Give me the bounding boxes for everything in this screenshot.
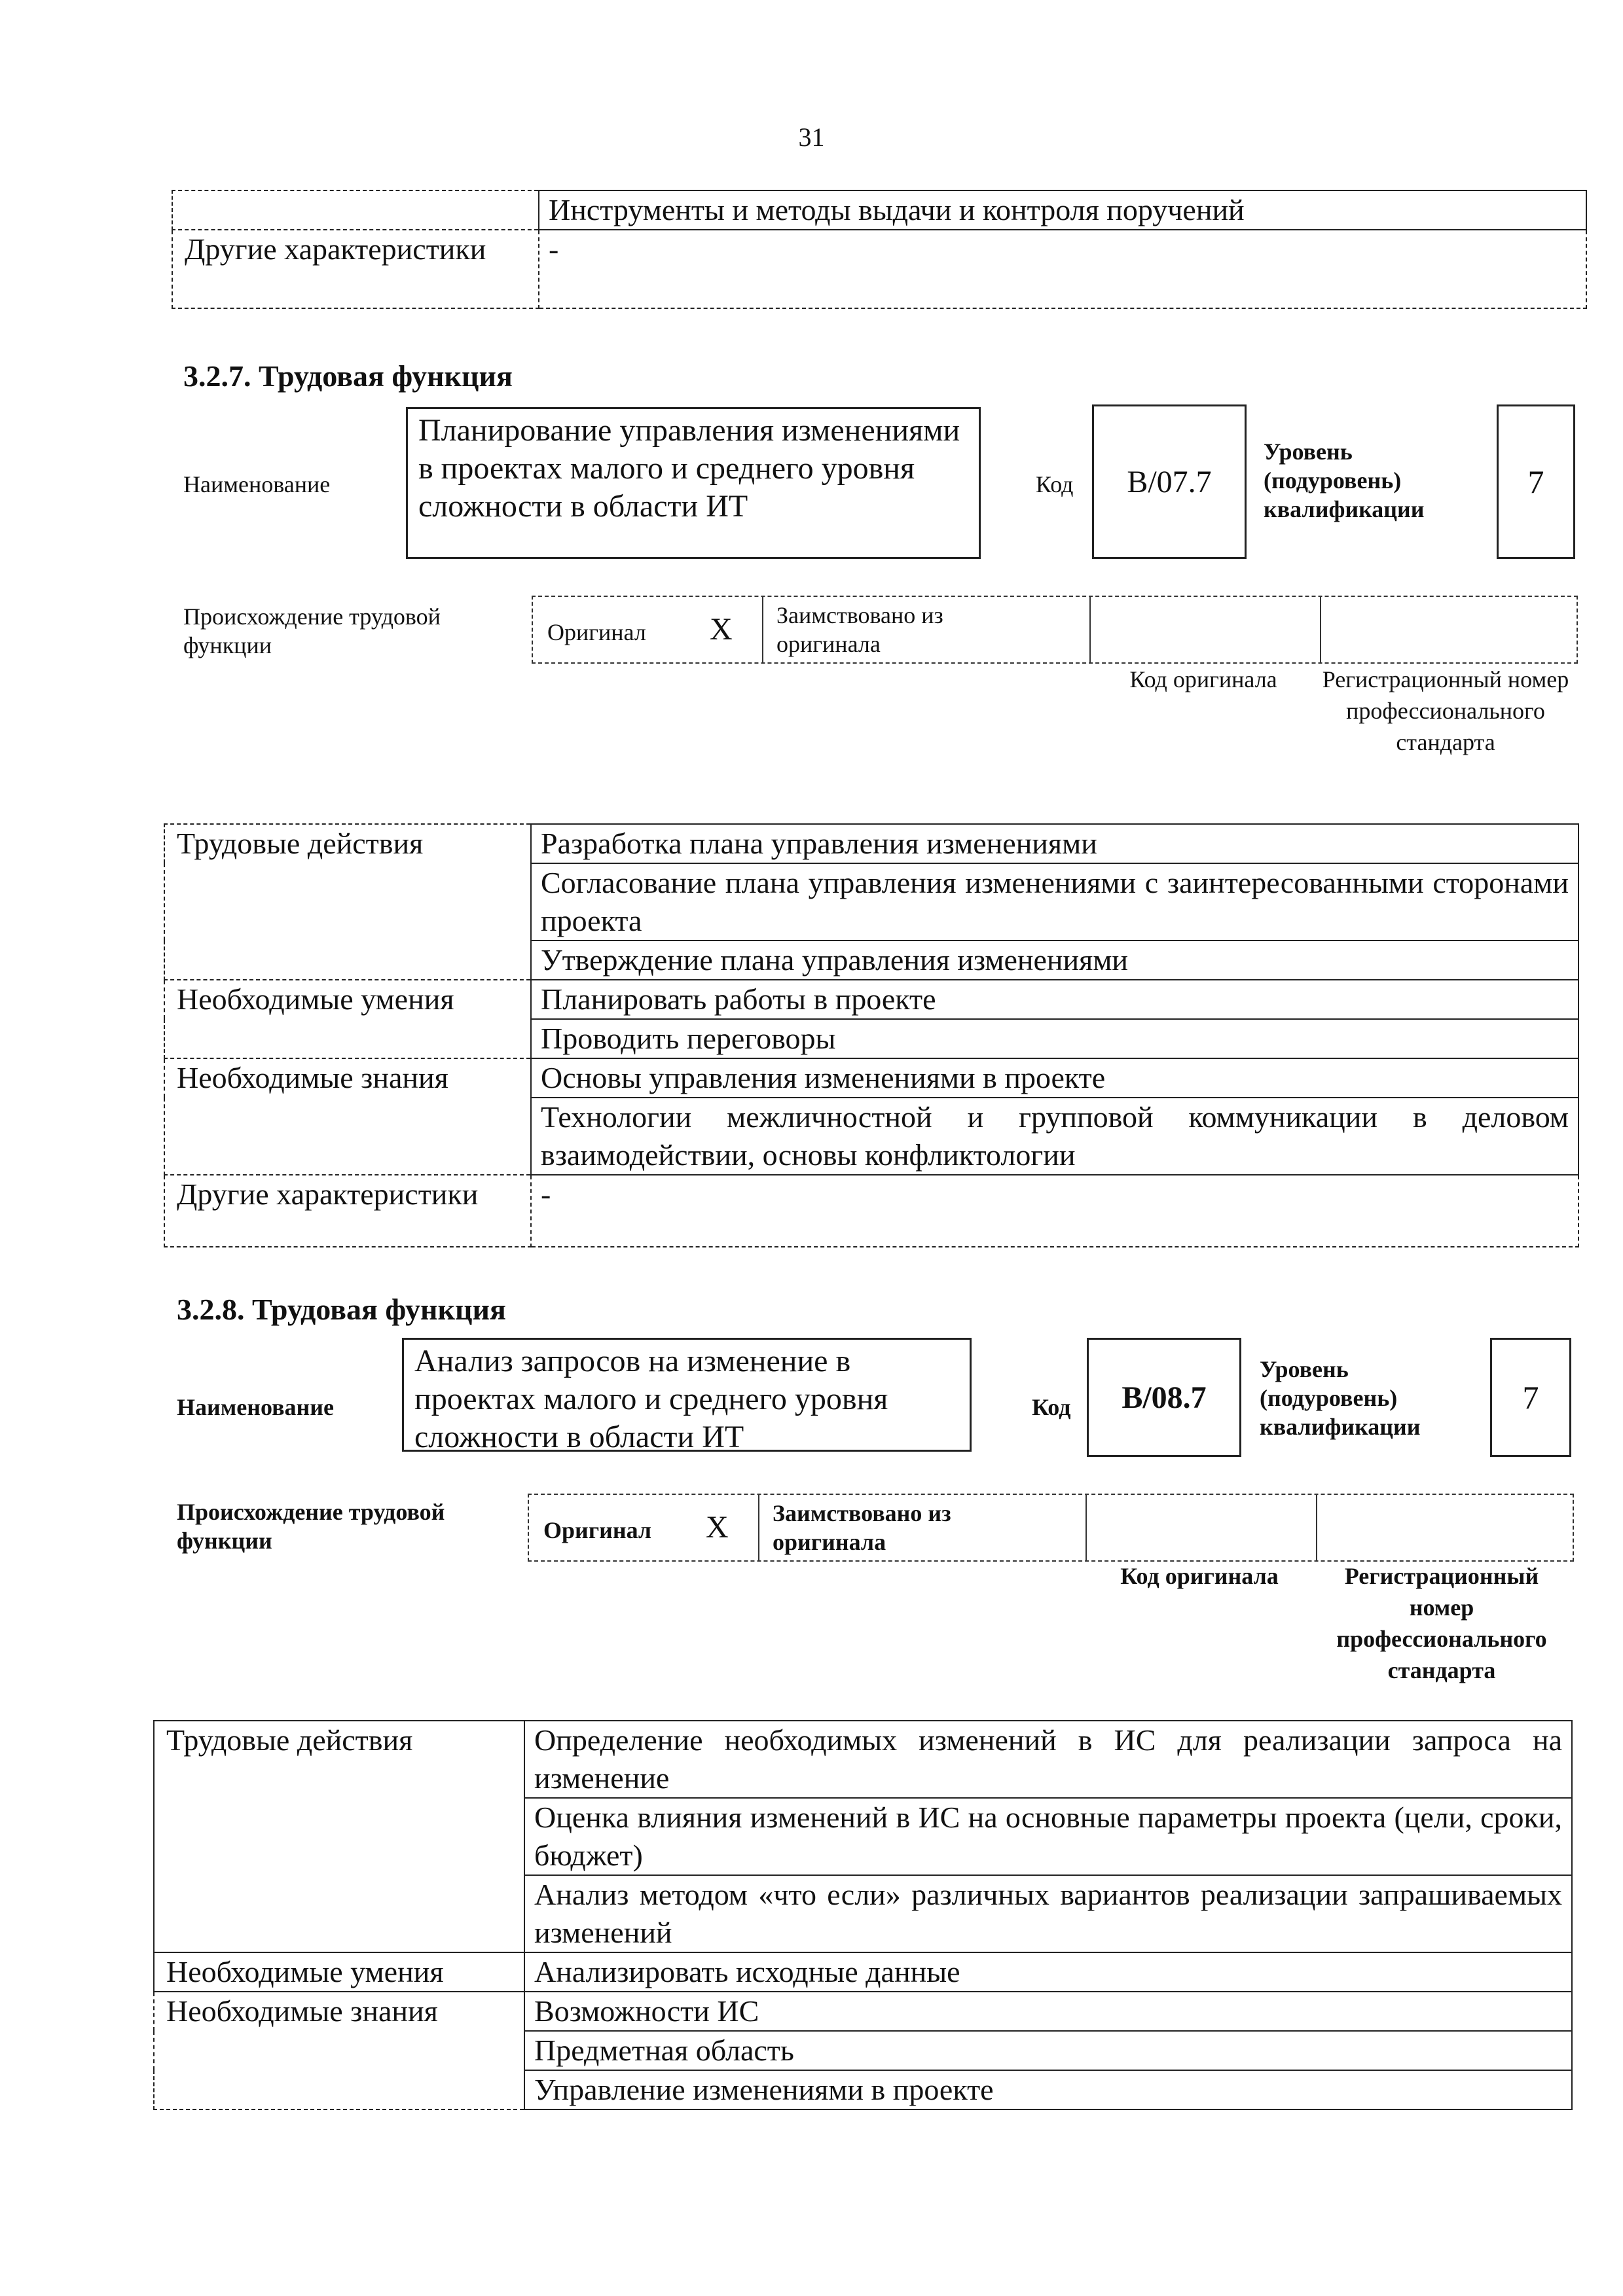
level-value: 7 <box>1522 1379 1539 1416</box>
function-table <box>153 1720 1573 2110</box>
table-cell: Управление изменениями в проекте <box>524 2070 1572 2109</box>
table-cell: Согласование плана управления изменениями с заинтересованными сторонами проекта <box>531 863 1578 941</box>
page-number: 31 <box>798 122 825 152</box>
section-title: 3.2.7. Трудовая функция <box>183 359 513 393</box>
level-box <box>1497 404 1575 559</box>
table-cell: Предметная область <box>524 2031 1572 2070</box>
origin-original-cell <box>529 1495 758 1560</box>
code-label: Код <box>1036 471 1074 497</box>
table-cell: Основы управления изменениями в проекте <box>531 1058 1578 1098</box>
table-row-label: Необходимые умения <box>164 980 531 1058</box>
name-label: Наименование <box>177 1394 334 1420</box>
table-cell: Определение необходимых изменений в ИС для реализации запроса на изменение <box>524 1721 1572 1798</box>
function-name: Анализ запросов на изменение в проектах малого и среднего уровня сложности в области ИТ <box>414 1344 888 1454</box>
origin-code-cell <box>1085 1495 1316 1560</box>
origin-row <box>532 596 1578 664</box>
top-table-value: Инструменты и методы выдачи и контроля поручений <box>539 190 1586 230</box>
level-box <box>1490 1338 1571 1457</box>
table-cell: Разработка плана управления изменениями <box>531 824 1578 863</box>
origin-mark: X <box>706 1510 729 1545</box>
caption-reg-number: Регистрационный номер профессионального стандарта <box>1322 666 1569 755</box>
table-row-label: Необходимые знания <box>164 1058 531 1175</box>
code-box <box>1092 404 1247 559</box>
top-table <box>172 190 1587 309</box>
table-cell: Технологии межличностной и групповой коммуникации в деловом взаимодействии, основы конфликтологии <box>531 1098 1578 1175</box>
code-value: B/07.7 <box>1127 464 1212 499</box>
caption-code-original: Код оригинала <box>1129 666 1277 692</box>
table-cell: Планировать работы в проекте <box>531 980 1578 1019</box>
origin-reg-cell <box>1316 1495 1575 1560</box>
origin-mark: X <box>710 612 733 647</box>
code-label: Код <box>1032 1394 1071 1420</box>
code-box <box>1087 1338 1241 1457</box>
level-label: Уровень (подуровень) квалификации <box>1264 439 1425 522</box>
top-table-label-empty <box>172 190 539 230</box>
code-value: B/08.7 <box>1122 1380 1207 1415</box>
table-row-label: Другие характеристики <box>164 1175 531 1247</box>
origin-code-cell <box>1089 597 1320 662</box>
level-value: 7 <box>1527 463 1544 500</box>
origin-original-cell <box>533 597 762 662</box>
origin-row <box>528 1494 1574 1562</box>
table-cell: Анализ методом «что если» различных вариантов реализации запрашиваемых изменений <box>524 1875 1572 1952</box>
caption-code-original: Код оригинала <box>1120 1563 1279 1589</box>
table-cell: - <box>531 1175 1578 1247</box>
origin-label: Происхождение трудовой функции <box>183 603 441 658</box>
table-row-label: Необходимые знания <box>154 1992 524 2109</box>
section-title: 3.2.8. Трудовая функция <box>177 1293 506 1326</box>
table-cell: Утверждение плана управления изменениями <box>531 941 1578 980</box>
function-name-box <box>402 1338 972 1452</box>
origin-borrowed: Заимствовано из оригинала <box>773 1500 951 1555</box>
origin-label: Происхождение трудовой функции <box>177 1499 445 1554</box>
table-row-label: Необходимые умения <box>154 1952 524 1992</box>
table-row-label: Трудовые действия <box>154 1721 524 1952</box>
table-cell: Оценка влияния изменений в ИС на основные параметры проекта (цели, сроки, бюджет) <box>524 1798 1572 1875</box>
caption-reg-number: Регистрационный номер профессионального стандарта <box>1336 1563 1547 1683</box>
top-table-value: - <box>539 230 1586 308</box>
origin-borrowed: Заимствовано из оригинала <box>776 602 943 657</box>
function-table <box>164 823 1579 1247</box>
function-name: Планирование управления изменениями в проектах малого и среднего уровня сложности в области ИТ <box>418 413 960 524</box>
origin-reg-cell <box>1320 597 1579 662</box>
origin-borrowed-cell <box>762 597 1089 662</box>
table-cell: Возможности ИС <box>524 1992 1572 2031</box>
table-cell: Анализировать исходные данные <box>524 1952 1572 1992</box>
table-row-label: Трудовые действия <box>164 824 531 980</box>
table-cell: Проводить переговоры <box>531 1019 1578 1058</box>
origin-original: Оригинал <box>547 619 646 645</box>
name-label: Наименование <box>183 471 331 497</box>
origin-borrowed-cell <box>758 1495 1085 1560</box>
top-table-label: Другие характеристики <box>172 230 539 308</box>
function-name-box <box>406 407 981 559</box>
origin-original: Оригинал <box>543 1517 652 1543</box>
level-label: Уровень (подуровень) квалификации <box>1260 1356 1421 1440</box>
